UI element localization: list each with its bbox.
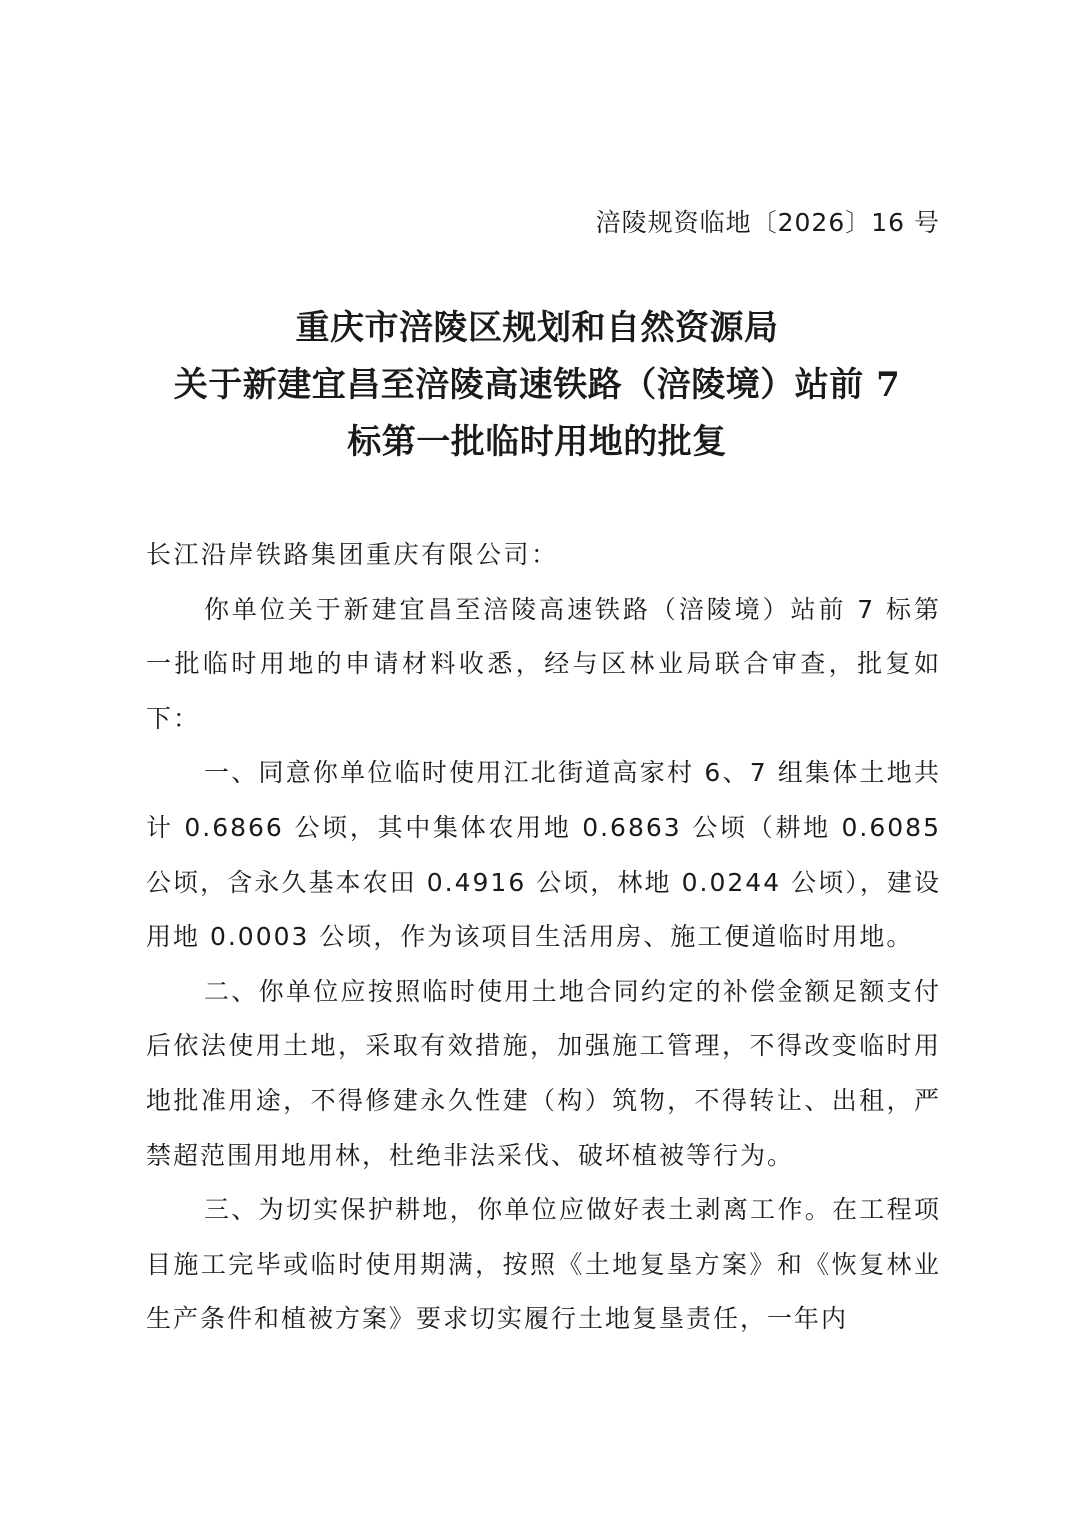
- document-body: [146, 528, 941, 1347]
- document-title: [130, 300, 944, 471]
- paragraph-item-1: 一、同意你单位临时使用江北街道高家村 6、7 组集体土地共计 0.6866 公顷，其中集体农用地 0.6863 公顷（耕地 0.6085 公顷，含永久基本农田 0.4916 公顷，林地 0.0244 公顷），建设用地 0.0003 公顷，作为该项目生活用房、施工便道临时用地。: [146, 758, 941, 952]
- title-line-1: 重庆市涪陵区规划和自然资源局: [295, 308, 779, 348]
- paragraph-intro: 你单位关于新建宜昌至涪陵高速铁路（涪陵境）站前 7 标第一批临时用地的申请材料收悉，经与区林业局联合审查，批复如下：: [146, 594, 941, 733]
- title-line-2: 关于新建宜昌至涪陵高速铁路（涪陵境）站前 7: [173, 365, 901, 405]
- paragraph-item-3: 三、为切实保护耕地，你单位应做好表土剥离工作。在工程项目施工完毕或临时使用期满，按照《土地复垦方案》和《恢复林业生产条件和植被方案》要求切实履行土地复垦责任，一年内: [146, 1195, 941, 1334]
- document-number: 涪陵规资临地〔2026〕16 号: [595, 208, 940, 237]
- addressee: 长江沿岸铁路集团重庆有限公司：: [146, 540, 559, 569]
- paragraph-item-2: 二、你单位应按照临时使用土地合同约定的补偿金额足额支付后依法使用土地，采取有效措施，加强施工管理，不得改变临时用地批准用途，不得修建永久性建（构）筑物，不得转让、出租，严禁超范围用地用林，杜绝非法采伐、破坏植被等行为。: [146, 976, 941, 1170]
- title-line-3: 标第一批临时用地的批复: [347, 422, 727, 462]
